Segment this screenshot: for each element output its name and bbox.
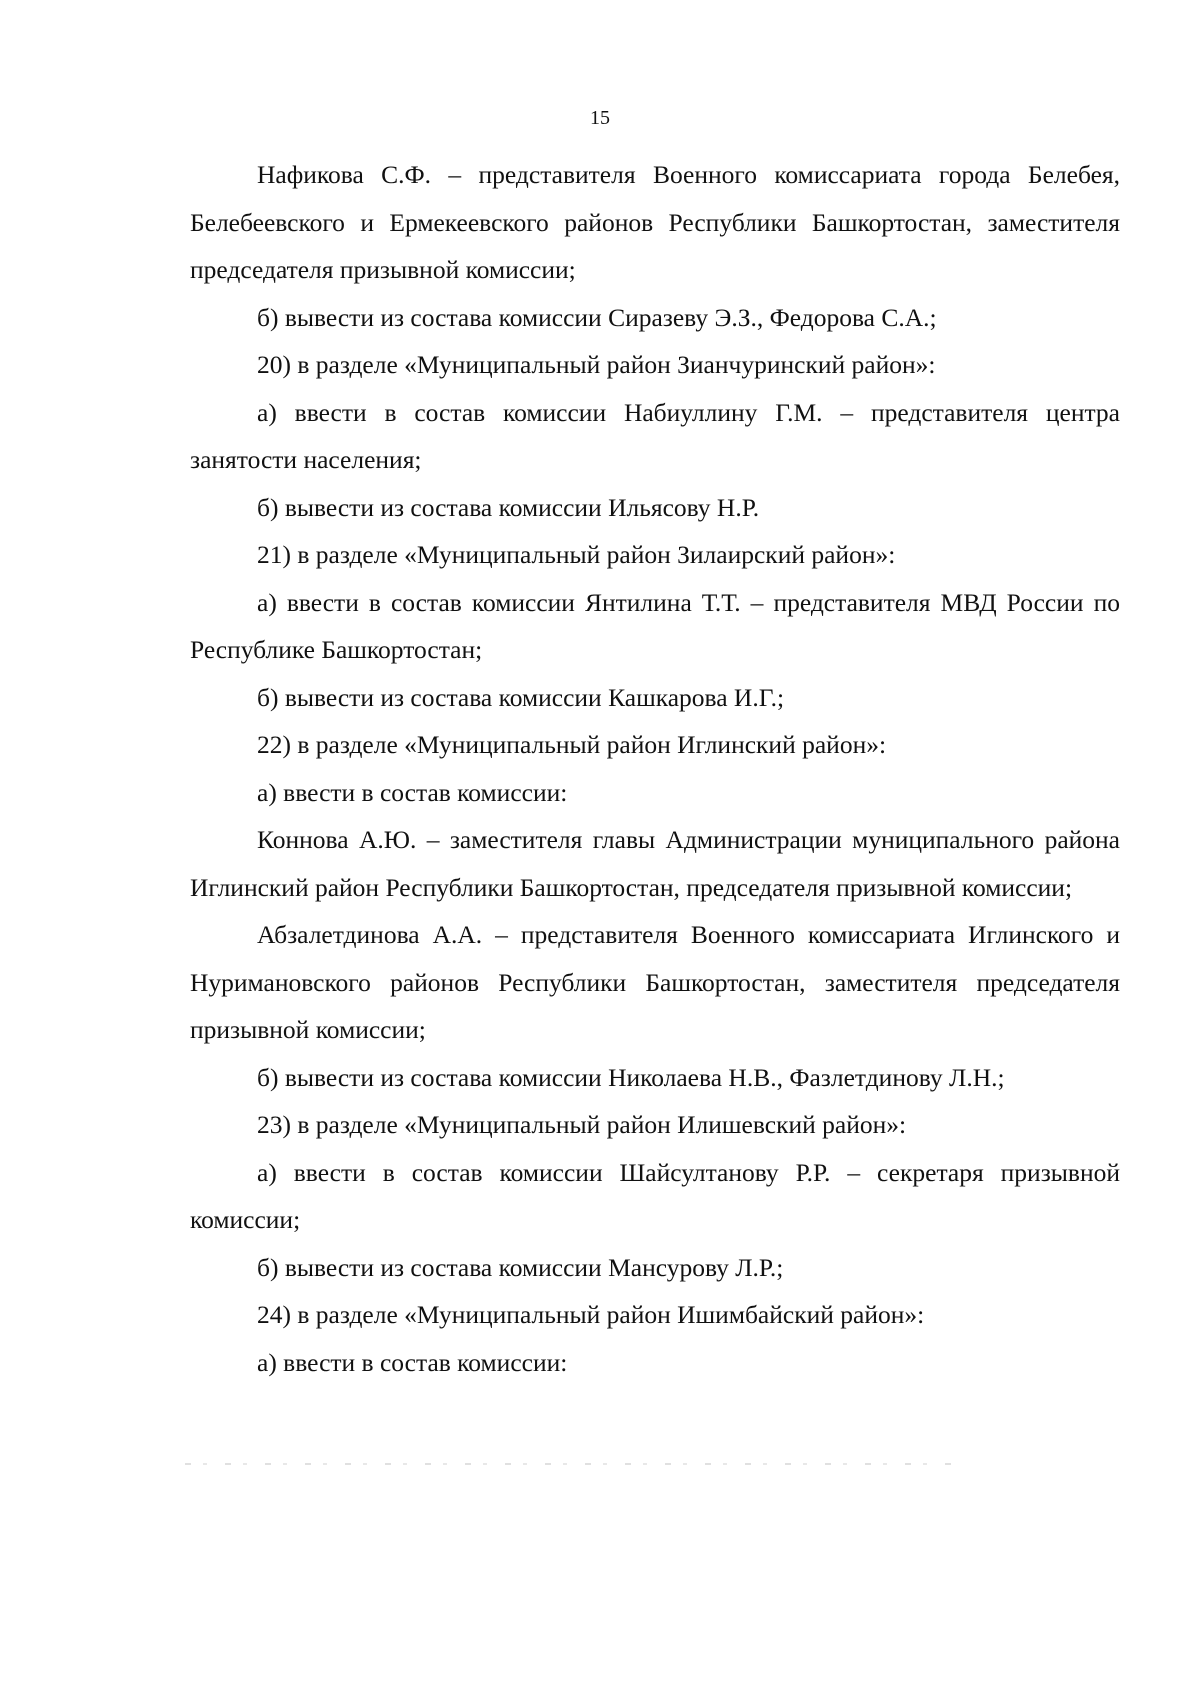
paragraph-konnov: Коннова А.Ю. – заместителя главы Администрации муниципального района Иглинский район Республики Башкортостан, председателя призывной комиссии; [190,825,1120,902]
paragraph-add-yantilin: а) ввести в состав комиссии Янтилина Т.Т. – представителя МВД России по Республике Башкортостан; [190,587,1120,664]
paragraph-remove-mansurova: б) вывести из состава комиссии Мансурову Л.Р.; [257,1252,784,1282]
paragraph-abzaletdinov: Абзалетдинова А.А. – представителя Военного комиссариата Иглинского и Нуримановского районов Республики Башкортостан, заместителя председателя призывной комиссии; [190,920,1120,1044]
page-number: 15 [590,107,610,129]
document-body [190,151,1120,1386]
paragraph-add-composition-22: а) ввести в состав комиссии: [257,777,568,807]
paragraph-section-23: 23) в разделе «Муниципальный район Илишевский район»: [257,1110,907,1139]
paragraph-remove-sirazeva: б) вывести из состава комиссии Сиразеву Э.З., Федорова С.А.; [257,302,937,332]
paragraph-section-24: 24) в разделе «Муниципальный район Ишимбайский район»: [257,1300,925,1329]
paragraph-section-21: 21) в разделе «Муниципальный район Зилаирский район»: [257,540,896,569]
paragraph-add-composition-24: а) ввести в состав комиссии: [257,1347,568,1377]
paragraph-remove-kashkarov: б) вывести из состава комиссии Кашкарова И.Г.; [257,682,785,712]
paragraph-section-22: 22) в разделе «Муниципальный район Иглинский район»: [257,730,887,759]
paragraph-remove-nikolaev: б) вывести из состава комиссии Николаева Н.В., Фазлетдинову Л.Н.; [257,1062,1005,1092]
paragraph-nafikova: Нафикова С.Ф. – представителя Военного комиссариата города Белебея, Белебеевского и Ермекеевского районов Республики Башкортостан, заместителя председателя призывной комиссии; [190,160,1120,284]
paragraph-remove-ilyasova: б) вывести из состава комиссии Ильясову Н.Р. [257,492,760,522]
scan-artifact-line [185,1463,955,1465]
paragraph-add-nabiullina: а) ввести в состав комиссии Набиуллину Г.М. – представителя центра занятости населения; [190,397,1120,474]
paragraph-section-20: 20) в разделе «Муниципальный район Зианчуринский район»: [257,350,936,379]
paragraph-add-shaysultanova: а) ввести в состав комиссии Шайсултанову Р.Р. – секретаря призывной комиссии; [190,1157,1120,1234]
